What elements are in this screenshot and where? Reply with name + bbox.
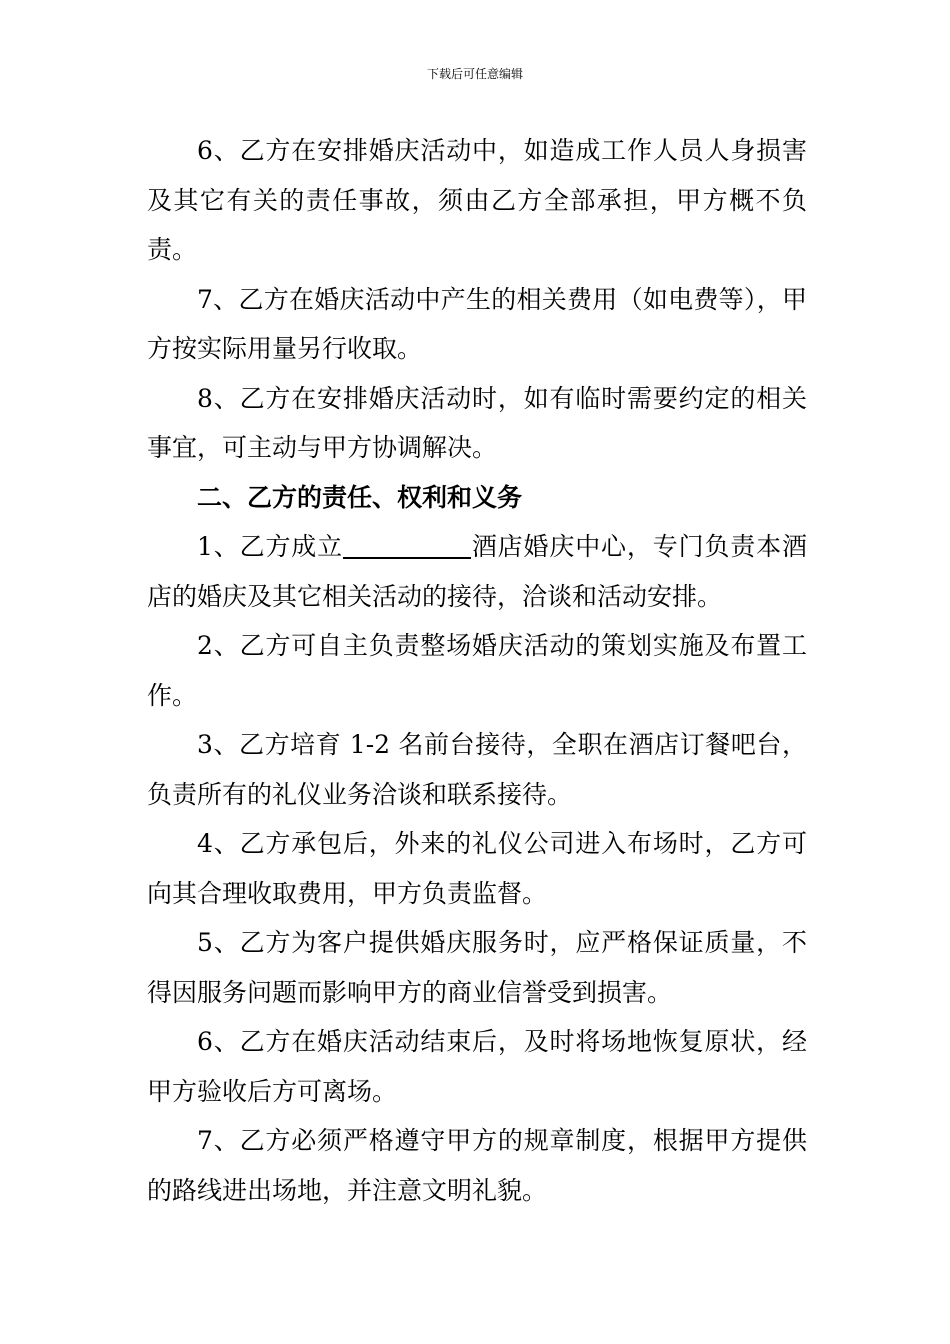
clause-b4: 4、乙方承包后，外来的礼仪公司进入布场时，乙方可向其合理收取费用，甲方负责监督。 — [147, 829, 807, 908]
clause-b1-rest: 酒店婚庆中心，专门负责本酒店的婚庆及其它相关活动的接待，洽谈和活动安排。 — [147, 532, 807, 611]
clause-b1-lead: 1、乙方成立 — [197, 532, 343, 561]
clause-b5: 5、乙方为客户提供婚庆服务时，应严格保证质量，不得因服务问题而影响甲方的商业信誉受到损害。 — [147, 928, 807, 1007]
clause-b6: 6、乙方在婚庆活动结束后，及时将场地恢复原状，经甲方验收后方可离场。 — [147, 1027, 807, 1106]
clause-a8: 8、乙方在安排婚庆活动时，如有临时需要约定的相关事宜，可主动与甲方协调解决。 — [147, 383, 807, 462]
clause-b1 — [147, 522, 807, 621]
clause-b2: 2、乙方可自主负责整场婚庆活动的策划实施及布置工作。 — [147, 631, 807, 710]
clause-a6: 6、乙方在安排婚庆活动中，如造成工作人员人身损害及其它有关的责任事故，须由乙方全部承担，甲方概不负责。 — [147, 136, 807, 264]
clause-b7: 7、乙方必须严格遵守甲方的规章制度，根据甲方提供的路线进出场地，并注意文明礼貌。 — [147, 1126, 807, 1205]
fill-in-blank — [343, 533, 471, 559]
clause-a7: 7、乙方在婚庆活动中产生的相关费用（如电费等），甲方按实际用量另行收取。 — [147, 284, 807, 363]
clause-b3: 3、乙方培育 1-2 名前台接待，全职在酒店订餐吧台，负责所有的礼仪业务洽谈和联系接待。 — [147, 730, 807, 809]
section-heading: 二、乙方的责任、权利和义务 — [197, 482, 523, 512]
document-body — [147, 126, 807, 1215]
page-header: 下载后可任意编辑 — [426, 67, 523, 81]
